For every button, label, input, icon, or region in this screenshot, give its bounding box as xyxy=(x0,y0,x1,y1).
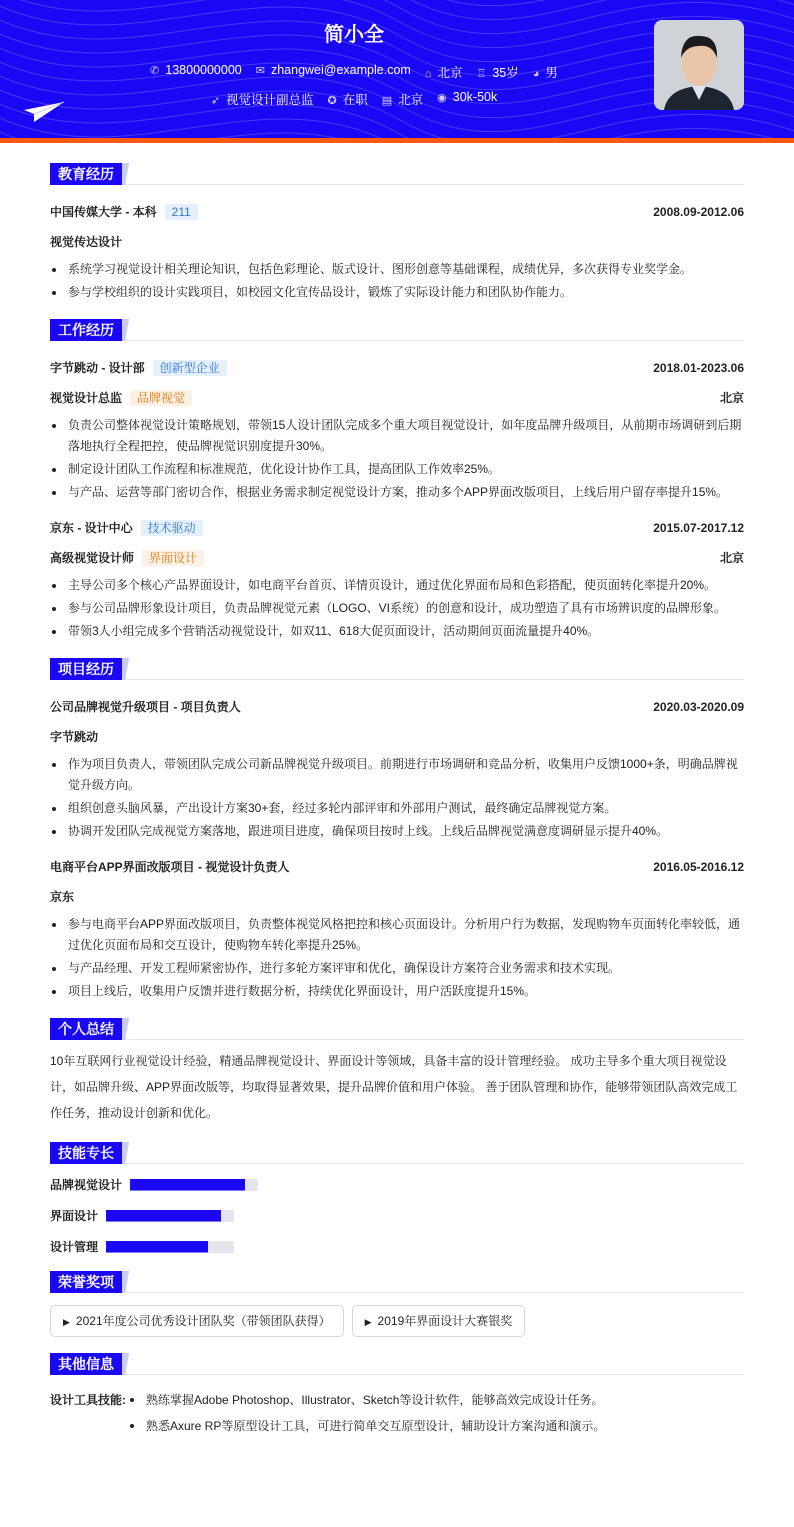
bullet-item: 参与学校组织的设计实践项目，如校园文化宣传品设计，锻炼了实际设计能力和团队协作能力。 xyxy=(50,282,744,303)
job-intent-row xyxy=(0,90,708,108)
section-title: 项目经历 xyxy=(50,658,122,680)
skill-bar xyxy=(130,1179,258,1191)
skill-name: 界面设计 xyxy=(50,1209,99,1223)
entry-meta: 北京 xyxy=(719,391,744,405)
other-label: 设计工具技能: xyxy=(50,1393,126,1407)
award-item xyxy=(352,1305,526,1337)
bullet-list xyxy=(50,259,744,303)
entry-title-text: 字节跳动 - 设计部 xyxy=(50,361,145,375)
education-entry xyxy=(50,197,744,303)
entry-title xyxy=(50,513,203,543)
summary-text: 10年互联网行业视觉设计经验，精通品牌视觉设计、界面设计等领域，具备丰富的设计管理经验。 成功主导多个重大项目视觉设计，如品牌升级、APP界面改版等，均取得显著效果，提升品牌价值和用户体验。 善于团队管理和协作，能够带领团队高效完成工作任务，推动设计创新和优化。 xyxy=(50,1054,738,1120)
section-title: 技能专长 xyxy=(50,1142,122,1164)
bullet-item: 协调开发团队完成视觉方案落地，跟进项目进度，确保项目按时上线。上线后品牌视觉满意度调研显示提升40%。 xyxy=(50,821,744,842)
salary-icon: ◉ xyxy=(437,92,447,104)
header-item-text: 北京 xyxy=(398,93,424,107)
header-item-text: 35岁 xyxy=(492,66,519,80)
entry-line xyxy=(50,692,744,722)
skill-bar xyxy=(106,1241,234,1253)
header-item xyxy=(211,90,314,108)
triangle-right-icon: ▶ xyxy=(63,1317,70,1327)
bullet-list xyxy=(50,914,744,1002)
entry-meta: 2018.01-2023.06 xyxy=(653,361,744,375)
accent-stripe xyxy=(0,138,794,143)
skill-item xyxy=(50,1207,403,1224)
mail-icon: ✉ xyxy=(255,65,265,77)
header-item-text: 男 xyxy=(545,66,558,80)
section-title: 其他信息 xyxy=(50,1353,122,1375)
project-entry xyxy=(50,692,744,842)
candidate-name: 简小全 xyxy=(324,24,384,46)
header-item-text: 北京 xyxy=(437,66,463,80)
entry-title xyxy=(50,197,198,227)
resume-header xyxy=(0,0,794,138)
entry-meta: 2020.03-2020.09 xyxy=(653,700,744,714)
home-icon: ⌂ xyxy=(424,68,432,80)
entry-line xyxy=(50,513,744,543)
entry-title-text: 字节跳动 xyxy=(50,730,99,744)
entry-title xyxy=(50,722,98,752)
bullet-item: 与产品、运营等部门密切合作，根据业务需求制定视觉设计方案，推动多个APP界面改版项目，上线后用户留存率提升15%。 xyxy=(50,482,744,503)
entry-tag: 创新型企业 xyxy=(153,360,227,376)
skill-bar xyxy=(106,1210,234,1222)
entry-line xyxy=(50,543,744,573)
bullet-item: 项目上线后，收集用户反馈并进行数据分析，持续优化界面设计，用户活跃度提升15%。 xyxy=(50,981,744,1002)
bullet-item: 组织创意头脑风暴，产出设计方案30+套，经过多轮内部评审和外部用户测试，最终确定品牌视觉方案。 xyxy=(50,798,744,819)
entry-tag: 技术驱动 xyxy=(141,520,203,536)
entry-title xyxy=(50,383,192,413)
bullet-item: 系统学习视觉设计相关理论知识，包括色彩理论、版式设计、图形创意等基础课程，成绩优异，多次获得专业奖学金。 xyxy=(50,259,744,280)
award-text: 2019年界面设计大赛银奖 xyxy=(377,1314,513,1328)
award-text: 2021年度公司优秀设计团队奖（带领团队获得） xyxy=(75,1314,331,1328)
bullet-item: 主导公司多个核心产品界面设计，如电商平台首页、详情页设计，通过优化界面布局和色彩搭配，使页面转化率提升20%。 xyxy=(50,575,744,596)
entry-tag: 界面设计 xyxy=(142,550,204,566)
contact-row xyxy=(0,63,708,81)
bullet-item: 制定设计团队工作流程和标准规范，优化设计协作工具，提高团队工作效率25%。 xyxy=(50,459,744,480)
entry-meta: 2015.07-2017.12 xyxy=(653,521,744,535)
resume-body xyxy=(50,163,744,1455)
entry-tag: 品牌视觉 xyxy=(130,390,192,406)
section-title: 个人总结 xyxy=(50,1018,122,1040)
work-entry xyxy=(50,513,744,642)
entry-meta: 北京 xyxy=(719,551,744,565)
summary-section xyxy=(50,1018,744,1126)
other-section xyxy=(50,1353,744,1439)
award-item xyxy=(50,1305,344,1337)
entry-title-text: 高级视觉设计师 xyxy=(50,551,135,565)
header-item xyxy=(437,90,497,108)
triangle-right-icon: ▶ xyxy=(364,1317,372,1327)
entry-line xyxy=(50,852,744,882)
entry-line xyxy=(50,722,744,752)
send-icon: ➶ xyxy=(210,95,220,107)
entry-title-text: 京东 - 设计中心 xyxy=(50,521,133,535)
age-icon: ♖ xyxy=(476,68,487,80)
entry-title xyxy=(50,353,227,383)
header-item-text: 13800000000 xyxy=(165,63,242,77)
skill-name: 设计管理 xyxy=(50,1240,99,1254)
entry-title-text: 电商平台APP界面改版项目 - 视觉设计负责人 xyxy=(50,860,290,874)
entry-meta: 2016.05-2016.12 xyxy=(653,860,744,874)
entry-title-text: 公司品牌视觉升级项目 - 项目负责人 xyxy=(50,700,241,714)
header-item xyxy=(382,90,423,108)
skill-item xyxy=(50,1176,403,1193)
phone-icon: ✆ xyxy=(150,65,160,77)
avatar-photo xyxy=(654,20,744,110)
header-item-text: 30k-50k xyxy=(452,90,498,104)
header-item xyxy=(476,63,518,81)
bullet-item: 参与电商平台APP界面改版项目，负责整体视觉风格把控和核心页面设计。分析用户行为数据，发现购物车页面转化率较低，通过优化页面布局和交互设计，使购物车转化率提升25%。 xyxy=(50,914,744,956)
entry-tag: 211 xyxy=(165,204,198,220)
entry-meta: 2008.09-2012.06 xyxy=(653,205,744,219)
other-item: 熟练掌握Adobe Photoshop、Illustrator、Sketch等设计软件，能够高效完成设计任务。 xyxy=(128,1387,605,1413)
entry-line xyxy=(50,227,744,257)
gender-icon: ◕ xyxy=(532,68,540,80)
entry-line xyxy=(50,383,744,413)
header-item-text: 视觉设计副总监 xyxy=(225,93,314,107)
bullet-list xyxy=(50,575,744,642)
entry-line xyxy=(50,353,744,383)
entry-title xyxy=(50,543,204,573)
entry-title-text: 京东 xyxy=(50,890,75,904)
other-item: 熟悉Axure RP等原型设计工具，可进行简单交互原型设计，辅助设计方案沟通和演示。 xyxy=(128,1413,605,1439)
bullet-item: 负责公司整体视觉设计策略规划，带领15人设计团队完成多个重大项目视觉设计，如年度品牌升级项目，从前期市场调研到后期落地执行全程把控，使品牌视觉识别度提升30%。 xyxy=(50,415,744,457)
work-entry xyxy=(50,353,744,503)
header-item-text: 在职 xyxy=(342,93,368,107)
skill-bar-fill xyxy=(130,1179,245,1191)
entry-title-text: 视觉传达设计 xyxy=(50,235,123,249)
project-entry xyxy=(50,852,744,1002)
bullet-list xyxy=(50,415,744,503)
awards-section xyxy=(50,1271,744,1337)
status-icon: ✪ xyxy=(327,95,337,107)
work-section xyxy=(50,319,744,642)
education-section xyxy=(50,163,744,303)
bullet-item: 参与公司品牌形象设计项目，负责品牌视觉元素（LOGO、VI系统）的创意和设计，成功塑造了具有市场辨识度的品牌形象。 xyxy=(50,598,744,619)
skill-bar-fill xyxy=(106,1241,208,1253)
building-icon: ▤ xyxy=(381,95,393,107)
bullet-item: 作为项目负责人，带领团队完成公司新品牌视觉升级项目。前期进行市场调研和竞品分析，收集用户反馈1000+条，明确品牌视觉升级方向。 xyxy=(50,754,744,796)
entry-title xyxy=(50,692,241,722)
header-item xyxy=(425,63,463,81)
header-item xyxy=(150,63,242,81)
section-title: 工作经历 xyxy=(50,319,122,341)
skill-bar-fill xyxy=(106,1210,221,1222)
skills-section xyxy=(50,1142,744,1255)
skill-item xyxy=(50,1238,403,1255)
section-title: 荣誉奖项 xyxy=(50,1271,122,1293)
skill-name: 品牌视觉设计 xyxy=(50,1178,123,1192)
header-item xyxy=(533,63,558,81)
entry-title-text: 视觉设计总监 xyxy=(50,391,123,405)
entry-title xyxy=(50,852,289,882)
header-item xyxy=(327,90,367,108)
bullet-list xyxy=(50,754,744,842)
entry-title xyxy=(50,882,74,912)
header-item xyxy=(256,63,411,81)
header-item-text: zhangwei@example.com xyxy=(270,63,411,77)
section-title: 教育经历 xyxy=(50,163,122,185)
entry-title xyxy=(50,227,122,257)
projects-section xyxy=(50,658,744,1002)
bullet-item: 带领3人小组完成多个营销活动视觉设计，如双11、618大促页面设计，活动期间页面流量提升40%。 xyxy=(50,621,744,642)
entry-line xyxy=(50,882,744,912)
entry-title-text: 中国传媒大学 - 本科 xyxy=(50,205,157,219)
entry-line xyxy=(50,197,744,227)
bullet-item: 与产品经理、开发工程师紧密协作，进行多轮方案评审和优化，确保设计方案符合业务需求和技术实现。 xyxy=(50,958,744,979)
